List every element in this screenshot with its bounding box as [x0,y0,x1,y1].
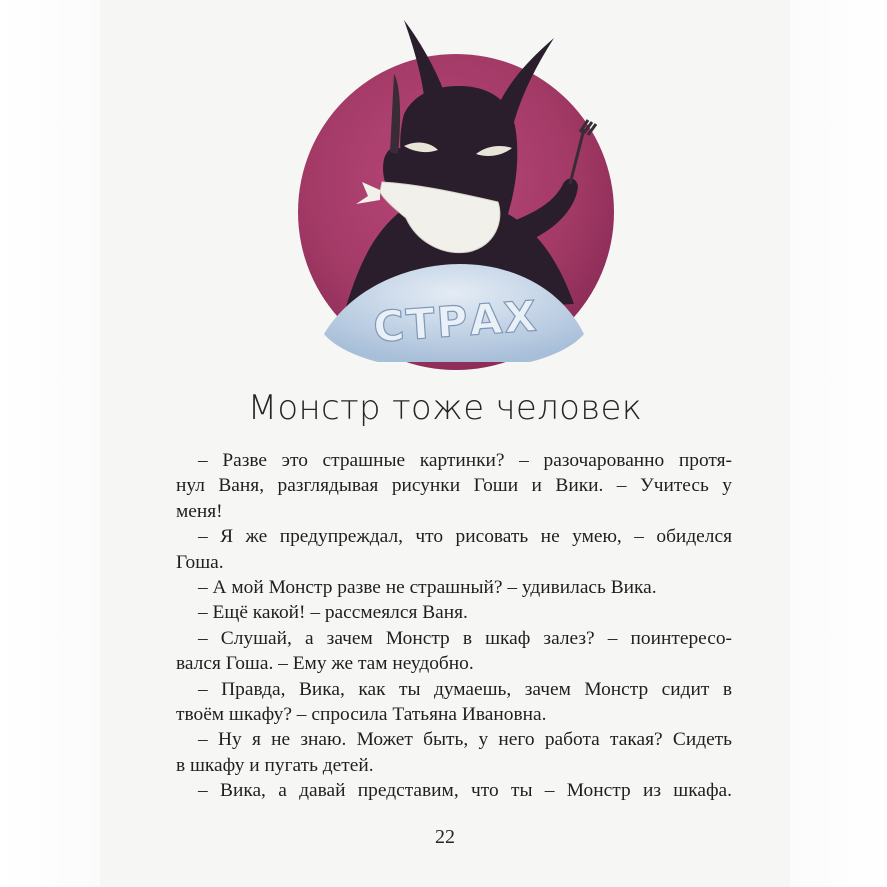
monster-illustration-svg [284,14,624,374]
text-line: – Разве это страшные картинки? – разочарованно протя- [198,450,732,471]
text-line: – Ну я не знаю. Может быть, у него работа такая? Сидеть [198,729,732,751]
text-line: – Ещё какой! – рассмеялся Ваня. [198,602,468,624]
text-line: Гоша. [176,551,224,573]
text-line: в шкафу и пугать детей. [176,754,374,776]
book-page [100,0,790,887]
text-line: – Слушай, а зачем Монстр в шкаф залез? – поинтересо- [198,627,732,649]
text-line: – А мой Монстр разве не страшный? – удивилась Вика. [198,576,657,598]
globe-label: СТРАХ [371,291,540,352]
text-line: меня! [176,500,223,522]
body-text [176,448,732,803]
text-line: вался Гоша. – Ему же там неудобно. [176,653,474,675]
text-line: – Правда, Вика, как ты думаешь, зачем Монстр сидит в [198,678,732,700]
page-number: 22 [435,826,455,848]
chapter-title: Монстр тоже человек [247,388,643,428]
page-edge-right [790,0,887,887]
chapter-illustration [284,14,624,374]
page-edge-left [0,0,100,887]
text-line: твоём шкафу? – спросила Татьяна Ивановна. [176,703,547,725]
text-line: – Я же предупреждал, что рисовать не умею, – обиделся [198,526,732,548]
text-line: нул Ваня, разглядывая рисунки Гоши и Вики. – Учитесь у [176,475,732,497]
text-line: – Вика, а давай представим, что ты – Монстр из шкафа. [198,780,732,802]
